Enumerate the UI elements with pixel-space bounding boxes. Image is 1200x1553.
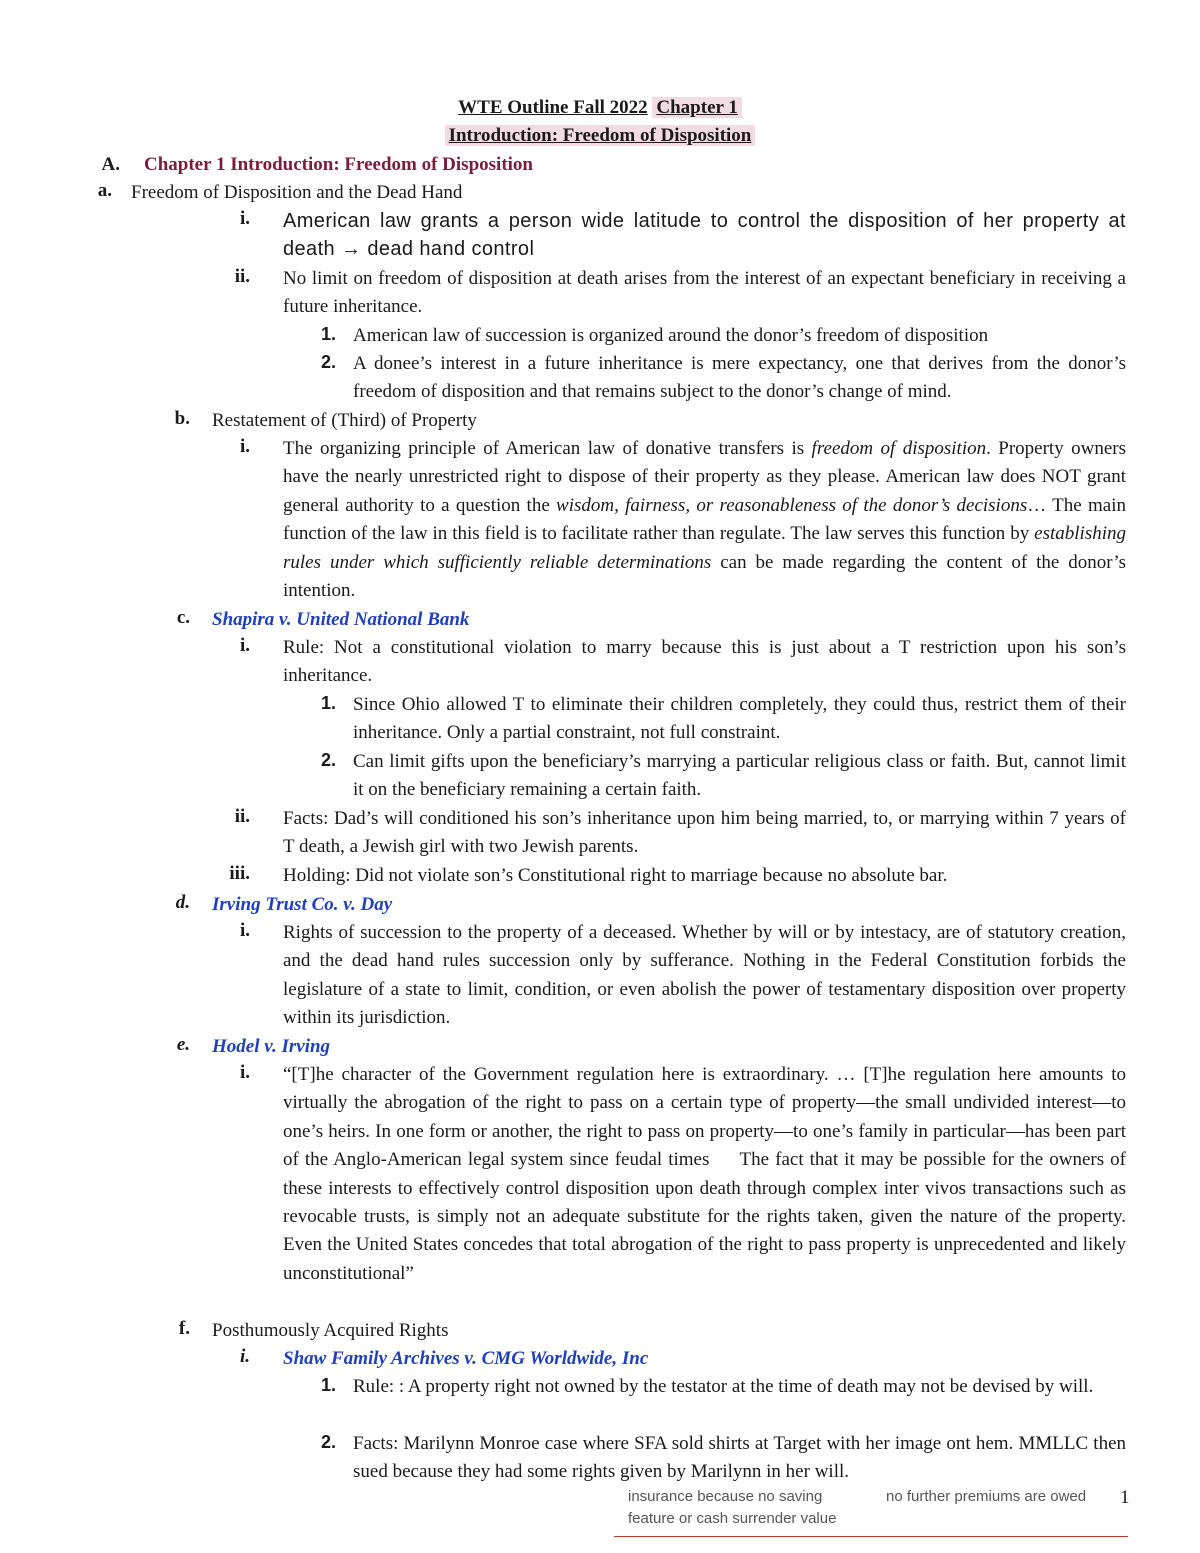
item-c-i-1-label: 1. [320,693,336,713]
item-d-i-label: i. [239,920,250,941]
document-title [0,97,1200,119]
item-d-i-text: Rights of succession to the property of a deceased. Whether by will or by intestacy, are of statutory creation, and the dead hand rules succession only by sufferance. Nothing in the Federal Constitution forbids the legislature of a state to limit, condition, or even abolish the power of testamentary disposition over property within its jurisdiction. [283,922,1126,1029]
footer-overlay [626,1486,1126,1534]
item-b-i-part2: . Property owners have the nearly unrestricted right to dispose of their property as they please. American law does NOT grant general authority to a question the [283,438,1126,516]
item-d-case: Irving Trust Co. v. Day [212,894,393,915]
item-c-i-2-text: Can limit gifts upon the beneficiary’s marrying a particular religious class or faith. But, cannot limit it on the beneficiary remaining a certain faith. [353,751,1126,801]
item-a-heading: Freedom of Disposition and the Dead Hand [131,182,463,203]
item-e-i-label: i. [239,1062,250,1083]
item-b-i-part1: The organizing principle of American law of donative transfers is [283,438,812,459]
item-f-i-label: i. [239,1346,250,1367]
item-f-i-1-text: Rule: : A property right not owned by the testator at the time of death may not be devised by will. [353,1376,1094,1397]
item-b-label: b. [174,408,190,429]
item-f-i-case: Shaw Family Archives v. CMG Worldwide, Inc [283,1348,649,1369]
item-b-i-text [283,435,1126,605]
item-a-ii-1-label: 1. [320,324,336,344]
item-c-i-label: i. [239,635,250,656]
item-a-i-text: American law grants a person wide latitude to control the disposition of her property at death → dead hand control [283,210,1126,261]
item-e-label: e. [176,1034,190,1055]
item-b-i-label: i. [239,436,250,457]
item-a-i-label: i. [239,208,250,229]
item-c-i-2-label: 2. [320,750,336,770]
item-c-ii-label: ii. [234,806,250,827]
item-f-i-2-label: 2. [320,1432,336,1452]
item-f-label: f. [178,1318,190,1339]
item-a-ii-1-text: American law of succession is organized around the donor’s freedom of disposition [353,325,989,346]
item-d-label: d. [175,892,190,913]
item-c-case: Shapira v. United National Bank [212,609,470,630]
footer-left-line2: feature or cash surrender value [628,1510,837,1527]
title-main: WTE Outline Fall 2022 [458,97,648,118]
item-c-i-1-text: Since Ohio allowed T to eliminate their children completely, they could thus, restrict them of their inheritance. Only a partial constraint, not full constraint. [353,694,1126,744]
footer-divider [614,1536,1128,1537]
document-subtitle [0,125,1200,147]
item-c-ii-text: Facts: Dad’s will conditioned his son’s inheritance upon him being married, to, or marrying within 7 years of T death, a Jewish girl with two Jewish parents. [283,808,1126,858]
item-b-i-part4: can be made regarding the content of the donor’s intention. [283,551,1126,602]
item-e-i-text: “[T]he character of the Government regulation here is extraordinary. … [T]he regulation here amounts to virtually the abrogation of the right to pass on a certain type of property—the small undivided interest—to one’s heirs. In one form or another, the right to pass on property—to one’s family in particular—has been part of the Anglo-American legal system since feudal times The fact that it may be possible for the owners of these interests to effectively control disposition upon death through complex inter vivos transactions such as revocable trusts, is simply not an adequate substitute for the rights taken, given the nature of the property. Even the United States concedes that total abrogation of the right to pass property is unprecedented and likely unconstitutional” [283,1064,1126,1284]
item-b-i-emphasis2: wisdom, fairness, or reasonableness of the donor’s decisions [556,494,1028,516]
item-a-ii-2-text: A donee’s interest in a future inheritance is mere expectancy, one that derives from the donor’s freedom of disposition and that remains subject to the donor’s change of mind. [353,353,1126,403]
item-c-i-text: Rule: Not a constitutional violation to marry because this is just about a T restriction upon his son’s inheritance. [283,637,1126,687]
item-e-case: Hodel v. Irving [212,1036,331,1057]
item-b-i-emphasis1: freedom of disposition [811,438,987,459]
footer-left-line1: insurance because no saving [628,1488,823,1505]
item-b-heading: Restatement of (Third) of Property [212,410,477,431]
item-c-label: c. [176,607,190,628]
item-f-heading: Posthumously Acquired Rights [212,1320,449,1341]
item-f-i-2-text: Facts: Marilynn Monroe case where SFA sold shirts at Target with her image ont hem. MMLLC then sued because they had some rights given by Marilynn in her will. [353,1433,1126,1483]
item-b-i-emphasis3: establishing rules under which sufficiently reliable determinations [283,523,1126,573]
item-c-iii-text: Holding: Did not violate son’s Constitutional right to marriage because no absolute bar. [283,865,948,886]
item-a-ii-2-label: 2. [320,352,336,372]
page-number: 1 [1120,1487,1130,1508]
item-f-i-1-label: 1. [320,1375,336,1395]
item-a-ii-text: No limit on freedom of disposition at death arises from the interest of an expectant beneficiary in receiving a future inheritance. [283,268,1126,318]
footer-right-line1: no further premiums are owed [886,1488,1087,1505]
section-A-heading: Chapter 1 Introduction: Freedom of Disposition [144,154,533,175]
section-A-label: A. [101,154,120,175]
item-c-iii-label: iii. [229,863,250,884]
item-a-ii-label: ii. [234,266,250,287]
title-chapter: Chapter 1 [652,97,741,118]
item-a-label: a. [97,180,112,201]
item-b-i-part3: … The main function of the law in this field is to facilitate rather than regulate. The law serves this function by [283,494,1126,545]
subtitle-text: Introduction: Freedom of Disposition [445,125,756,146]
